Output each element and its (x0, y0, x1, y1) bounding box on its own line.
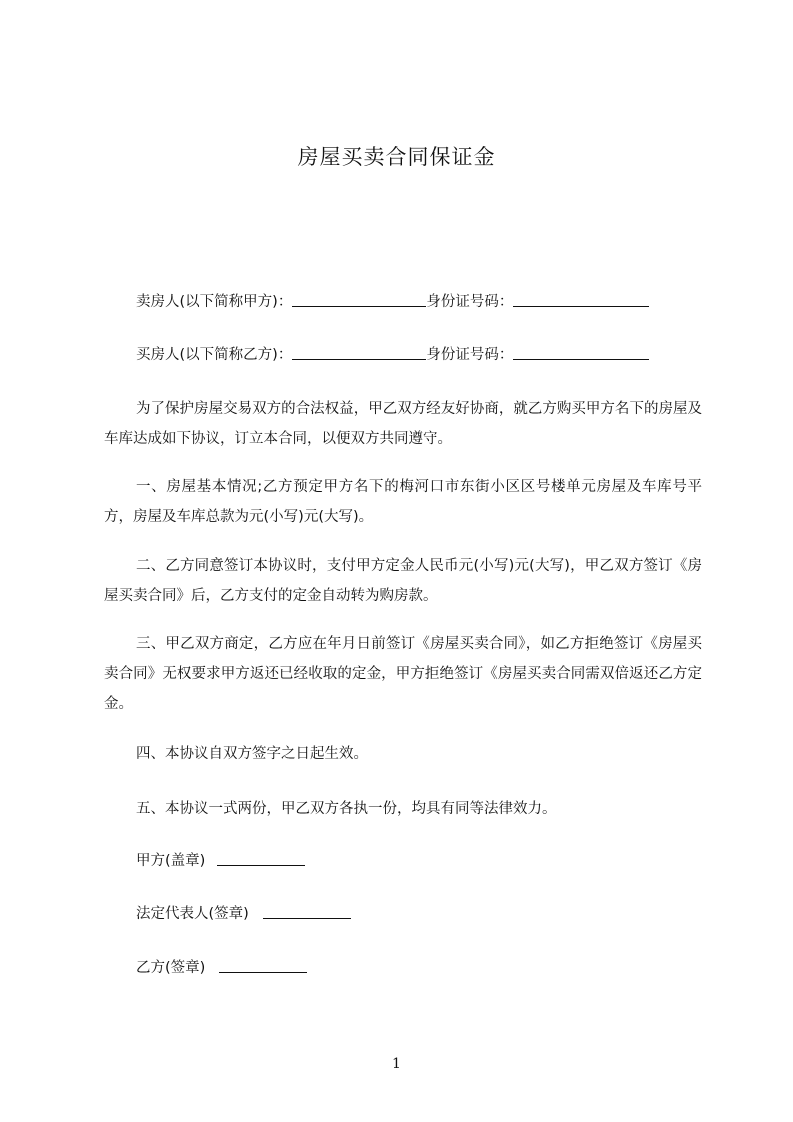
clause-2: 二、乙方同意签订本协议时，支付甲方定金人民币元(小写)元(大写)，甲乙双方签订《房屋买卖合同》后，乙方支付的定金自动转为购房款。 (104, 558, 702, 604)
clause-1: 一、房屋基本情况;乙方预定甲方名下的梅河口市东街小区区号楼单元房屋及车库号平方，房屋及车库总款为元(小写)元(大写)。 (104, 479, 702, 525)
party-a-seal-label: 甲方(盖章) (136, 853, 206, 869)
clause-5: 五、本协议一式两份，甲乙双方各执一份，均具有同等法律效力。 (136, 801, 557, 817)
clause-3: 三、甲乙双方商定，乙方应在年月日前签订《房屋买卖合同》，如乙方拒绝签订《房屋买卖合同》无权要求甲方返还已经收取的定金，甲方拒绝签订《房屋买卖合同需双倍返还乙方定金。 (104, 636, 702, 712)
seller-name-blank (292, 292, 426, 307)
document-title: 房屋买卖合同保证金 (297, 145, 496, 169)
buyer-line (104, 340, 702, 370)
seller-label: 卖房人(以下简称甲方)： (136, 294, 293, 310)
party-a-signature-line (104, 846, 734, 876)
buyer-label: 买房人(以下简称乙方)： (136, 347, 293, 363)
page-number: 1 (392, 1056, 401, 1072)
buyer-name-blank (292, 345, 426, 360)
seller-id-label: 身份证号码： (426, 294, 514, 310)
seller-id-blank (513, 292, 649, 307)
legal-rep-blank (263, 904, 351, 919)
clause-4: 四、本协议自双方签字之日起生效。 (136, 746, 368, 762)
buyer-id-blank (513, 345, 649, 360)
preamble-paragraph: 为了保护房屋交易双方的合法权益，甲乙双方经友好协商，就乙方购买甲方名下的房屋及车库达成如下协议，订立本合同，以便双方共同遵守。 (104, 401, 702, 447)
party-a-seal-blank (217, 851, 305, 866)
legal-rep-label: 法定代表人(签章) (136, 906, 249, 922)
party-b-signature-line (104, 953, 734, 983)
legal-rep-signature-line (104, 899, 734, 929)
party-b-sign-label: 乙方(签章) (136, 960, 206, 976)
party-b-sign-blank (219, 958, 307, 973)
buyer-id-label: 身份证号码： (426, 347, 514, 363)
seller-line (104, 287, 702, 317)
